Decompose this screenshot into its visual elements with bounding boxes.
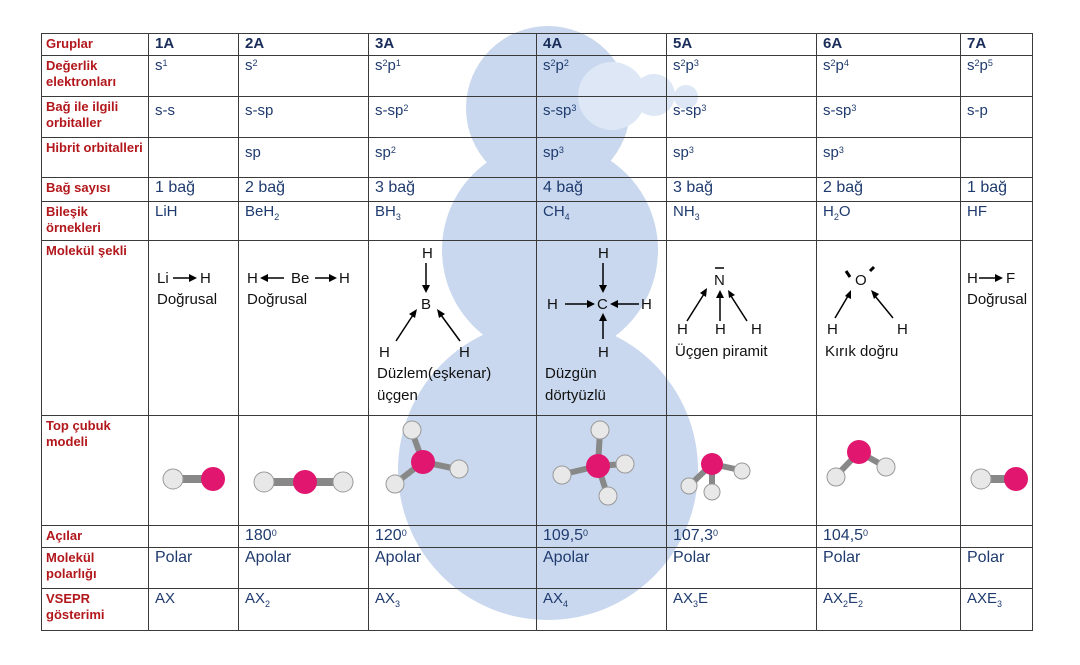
lone-pair [870, 267, 874, 271]
example-cell: BeH$_2$ [239, 202, 369, 241]
label-angles: Açılar [42, 525, 149, 547]
vsepr-cell: $AX_3E$ [667, 588, 817, 630]
lih-ball-stick-model [149, 416, 239, 520]
label-model: Top çubuk modeli [42, 415, 149, 525]
label-examples: Bileşik örnekleri [42, 202, 149, 241]
example-cell: $H_2O$ [817, 202, 961, 241]
valence-cell: $s^2p^5$ [961, 56, 1033, 97]
example-cell: $NH_3$ [667, 202, 817, 241]
row-polarity [42, 547, 1033, 588]
beh2-shape-diagram [239, 241, 369, 409]
row-bond-orbitals [42, 97, 1033, 138]
atom-h: H [379, 344, 390, 362]
angle-cell: 107,3$^0$ [667, 525, 817, 547]
atom-h: H [339, 270, 350, 288]
shape-label: Doğrusal [157, 291, 218, 309]
hybrid-cell: $sp^3$ [537, 138, 667, 178]
hydrogen-ball [599, 487, 617, 505]
hydrogen-ball [403, 421, 421, 439]
example-cell: $CH_4$ [537, 202, 667, 241]
angle-cell: $120^0$ [369, 525, 537, 547]
label-valence: Değerlik elektronları [42, 56, 149, 97]
angle-cell: $180^0$ [239, 525, 369, 547]
shape-cell-beh2 [239, 241, 369, 415]
nh3-ball-stick-model [667, 416, 817, 520]
shape-label: Doğrusal [967, 291, 1028, 309]
vsepr-cell: AX [149, 588, 239, 630]
atom-li: Li [157, 270, 169, 288]
lih-shape-diagram [149, 241, 239, 409]
bond-orbital-cell: $s-sp^3$ [817, 97, 961, 138]
angle-cell [149, 525, 239, 547]
example-cell: $BH_3$ [369, 202, 537, 241]
vsepr-cell: $AX_3$ [369, 588, 537, 630]
atom-h: H [827, 321, 838, 339]
label-shape: Molekül şekli [42, 241, 149, 415]
model-cell-beh2 [239, 415, 369, 525]
shape-label-line1: Düzgün [545, 365, 597, 383]
group-header: 5A [667, 34, 817, 56]
vsepr-cell: $AX_2E_2$ [817, 588, 961, 630]
atom-o: O [855, 272, 867, 290]
atom-h: H [200, 270, 211, 288]
model-cell-bh3 [369, 415, 537, 525]
bh3-shape-diagram [369, 241, 537, 409]
bond-count-cell: 4 bağ [537, 178, 667, 202]
model-cell-hf [961, 415, 1033, 525]
hybrid-cell [149, 138, 239, 178]
arrow-head [599, 285, 607, 293]
shape-cell-ch4 [537, 241, 667, 415]
polarity-cell: Polar [817, 547, 961, 588]
arrow-head [437, 309, 445, 318]
bond-count-cell: 2 bağ [239, 178, 369, 202]
group-header: 2A [239, 34, 369, 56]
hybrid-cell: $sp^3$ [817, 138, 961, 178]
valence-cell: $s^2p^3$ [667, 56, 817, 97]
hydrogen-ball [681, 478, 697, 494]
bond-count-cell: 1 bağ [961, 178, 1033, 202]
atom-n: N [714, 272, 725, 290]
label-vsepr: VSEPR gösterimi [42, 588, 149, 630]
example-cell: LiH [149, 202, 239, 241]
bond-orbital-cell: s-s [149, 97, 239, 138]
bond-count-cell: 1 bağ [149, 178, 239, 202]
atom-c: C [597, 296, 608, 314]
hybrid-cell [961, 138, 1033, 178]
central-ball [411, 450, 435, 474]
atom-h: H [422, 245, 433, 263]
atom-h: H [641, 296, 652, 314]
bond-arrow [396, 315, 413, 341]
atom-b: B [421, 296, 432, 314]
hydrogen-ball [254, 472, 274, 492]
shape-cell-h2o [817, 241, 961, 415]
group-header: 6A [817, 34, 961, 56]
bond-orbital-cell: s-sp [239, 97, 369, 138]
bond-count-cell: 3 bağ [369, 178, 537, 202]
beh2-ball-stick-model [239, 416, 369, 520]
bond-orbital-cell: $s-sp^3$ [667, 97, 817, 138]
row-angles [42, 525, 1033, 547]
row-shape [42, 241, 1033, 415]
vsepr-cell: $AX_4$ [537, 588, 667, 630]
central-ball [701, 453, 723, 475]
angle-cell: 104,5$^0$ [817, 525, 961, 547]
hydrogen-ball [827, 468, 845, 486]
bond-orbital-cell: $s-sp^3$ [537, 97, 667, 138]
atom-h: H [547, 296, 558, 314]
hydrogen-ball [553, 466, 571, 484]
hydrogen-ball [734, 463, 750, 479]
group-header: 4A [537, 34, 667, 56]
angle-cell: 109,5$^0$ [537, 525, 667, 547]
shape-label: Üçgen piramit [675, 343, 768, 361]
h2o-shape-diagram [817, 241, 961, 409]
polarity-cell: Apolar [537, 547, 667, 588]
atom-h: H [598, 245, 609, 263]
bond-arrow [441, 315, 460, 341]
atom-h: H [897, 321, 908, 339]
atom-h: H [247, 270, 258, 288]
vsepr-cell: $AX_2$ [239, 588, 369, 630]
arrow-head [409, 309, 417, 318]
valence-cell: $s^1$ [149, 56, 239, 97]
central-ball [847, 440, 871, 464]
bh3-ball-stick-model [369, 416, 537, 520]
hybrid-cell: sp [239, 138, 369, 178]
bond-orbital-cell: s-p [961, 97, 1033, 138]
nh3-shape-diagram [667, 241, 817, 409]
polarity-cell: Polar [149, 547, 239, 588]
bond-arrow [731, 296, 747, 321]
polarity-cell: Polar [961, 547, 1033, 588]
model-cell-nh3 [667, 415, 817, 525]
hydrogen-ball [877, 458, 895, 476]
valence-cell: $s^2$ [239, 56, 369, 97]
label-polarity: Molekül polarlığı [42, 547, 149, 588]
model-cell-ch4 [537, 415, 667, 525]
arrow-head [587, 300, 595, 308]
atom-h: H [715, 321, 726, 339]
label-bond-orbitals: Bağ ile ilgili orbitaller [42, 97, 149, 138]
shape-label: Doğrusal [247, 291, 308, 309]
model-cell-h2o [817, 415, 961, 525]
shape-cell-nh3 [667, 241, 817, 415]
arrow-head [329, 274, 337, 282]
label-hybrid: Hibrit orbitalleri [42, 138, 149, 178]
atom-be: Be [291, 270, 310, 288]
row-groups [42, 34, 1033, 56]
bond-count-cell: 2 bağ [817, 178, 961, 202]
shape-label: Kırık doğru [825, 343, 899, 361]
shape-cell-lih [149, 241, 239, 415]
group-header: 7A [961, 34, 1033, 56]
shape-cell-hf [961, 241, 1033, 415]
shape-label-line2: üçgen [377, 387, 418, 405]
arrow-head [845, 290, 851, 299]
hydrogen-ball [704, 484, 720, 500]
row-hybrid [42, 138, 1033, 178]
row-bond-count [42, 178, 1033, 202]
example-cell: HF [961, 202, 1033, 241]
hydrogen-ball [450, 460, 468, 478]
group-header: 1A [149, 34, 239, 56]
group-header: 3A [369, 34, 537, 56]
ch4-shape-diagram [537, 241, 667, 409]
valence-cell: $s^2p^1$ [369, 56, 537, 97]
lone-pair [846, 271, 850, 277]
polarity-cell: Apolar [239, 547, 369, 588]
model-cell-lih [149, 415, 239, 525]
bond-arrow [875, 296, 893, 318]
label-bond-count: Bağ sayısı [42, 178, 149, 202]
vsepr-cell: $AXE_3$ [961, 588, 1033, 630]
central-ball [586, 454, 610, 478]
atom-h: H [598, 344, 609, 362]
arrow-head [189, 274, 197, 282]
row-model [42, 415, 1033, 525]
shape-label-line1: Düzlem(eşkenar) [377, 365, 492, 383]
h2o-ball-stick-model [817, 416, 961, 520]
atom-h: H [677, 321, 688, 339]
shape-label-line2: dörtyüzlü [545, 387, 606, 405]
arrow-head [871, 290, 879, 299]
central-ball [201, 467, 225, 491]
arrow-head [716, 290, 724, 298]
row-vsepr [42, 588, 1033, 630]
hydrogen-ball [616, 455, 634, 473]
label-groups: Gruplar [42, 34, 149, 56]
hybridization-table [41, 33, 1033, 631]
hybrid-cell: $sp^3$ [667, 138, 817, 178]
bond-orbital-cell: $s-sp^2$ [369, 97, 537, 138]
valence-cell: $s^2p^4$ [817, 56, 961, 97]
valence-cell: $s^2p^2$ [537, 56, 667, 97]
polarity-cell: Apolar [369, 547, 537, 588]
hydrogen-ball [971, 469, 991, 489]
hydrogen-ball [163, 469, 183, 489]
atom-f: F [1006, 270, 1016, 288]
bond-arrow [687, 294, 704, 321]
atom-h: H [751, 321, 762, 339]
hf-ball-stick-model [961, 416, 1033, 520]
atom-h: H [967, 270, 978, 288]
bond-count-cell: 3 bağ [667, 178, 817, 202]
row-valence [42, 56, 1033, 97]
hf-shape-diagram [961, 241, 1033, 409]
ch4-ball-stick-model [537, 416, 667, 520]
hydrogen-ball [386, 475, 404, 493]
central-ball [293, 470, 317, 494]
row-examples [42, 202, 1033, 241]
bond-arrow [835, 296, 848, 318]
hydrogen-ball [591, 421, 609, 439]
atom-h: H [459, 344, 470, 362]
polarity-cell: Polar [667, 547, 817, 588]
arrow-head [995, 274, 1003, 282]
shape-cell-bh3 [369, 241, 537, 415]
hybrid-cell: $sp^2$ [369, 138, 537, 178]
angle-cell [961, 525, 1033, 547]
central-ball [1004, 467, 1028, 491]
hydrogen-ball [333, 472, 353, 492]
